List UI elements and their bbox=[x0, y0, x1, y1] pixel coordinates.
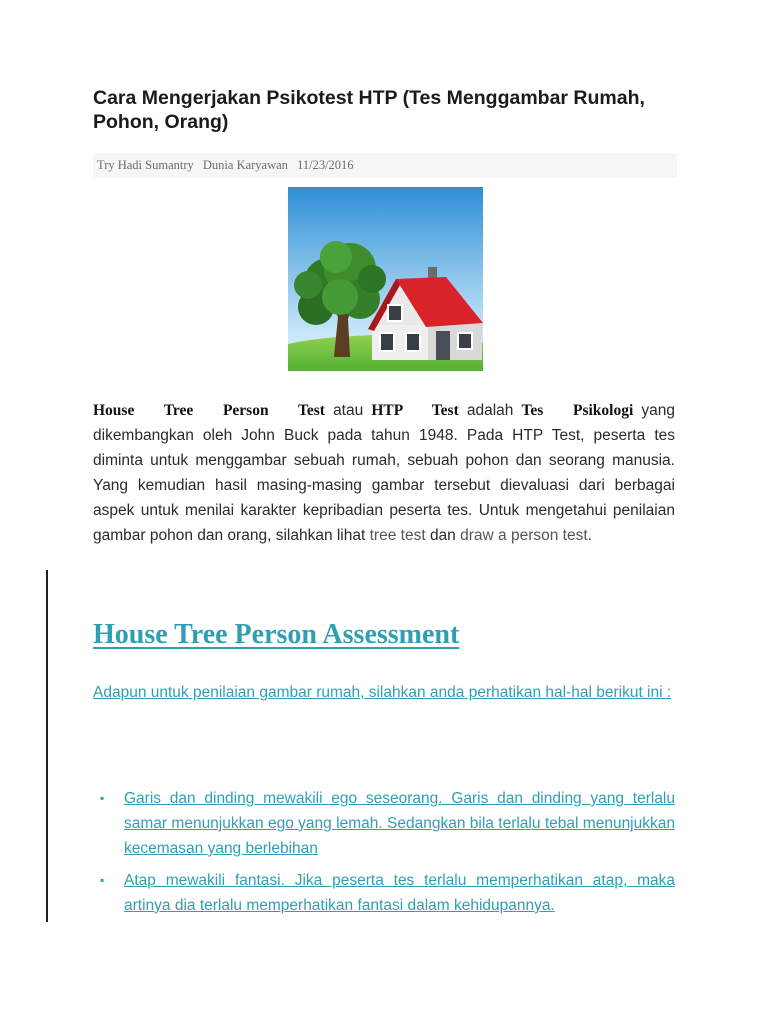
article-title: Cara Mengerjakan Psikotest HTP (Tes Menggambar Rumah, Pohon, Orang) bbox=[93, 87, 645, 133]
bullet-icon: ▪ bbox=[100, 873, 105, 887]
bullet-icon: ▪ bbox=[100, 791, 105, 805]
intro-paragraph bbox=[93, 398, 675, 548]
tree-test-link[interactable]: tree test bbox=[369, 527, 426, 544]
assessment-list bbox=[93, 786, 675, 925]
list-item[interactable] bbox=[93, 786, 675, 861]
house-tree-illustration bbox=[288, 187, 483, 371]
text-adalah: adalah bbox=[466, 402, 514, 419]
text-atau: atau bbox=[333, 402, 364, 419]
paragraph-end: . bbox=[587, 527, 592, 544]
article-meta bbox=[93, 153, 677, 178]
post-date: 11/23/2016 bbox=[297, 158, 354, 172]
category-link[interactable]: Dunia Karyawan bbox=[202, 158, 288, 172]
term-psikologi: Tes Psikologi bbox=[521, 402, 634, 419]
left-margin-rule bbox=[46, 570, 48, 922]
term-htp-full: House Tree Person Test bbox=[93, 402, 325, 419]
list-item[interactable] bbox=[93, 868, 675, 918]
list-item-text[interactable]: Atap mewakili fantasi. Jika peserta tes terlalu memperhatikan atap, maka artinya dia terlalu memperhatikan fantasi dalam kehidupannya. bbox=[124, 872, 675, 914]
draw-a-person-test-link[interactable]: draw a person test bbox=[460, 527, 588, 544]
list-item-text[interactable]: Garis dan dinding mewakili ego seseorang. Garis dan dinding yang terlalu samar menunjukkan ego yang lemah. Sedangkan bila terlalu tebal menunjukkan kecemasan yang berlebihan bbox=[124, 790, 675, 857]
section-intro[interactable]: Adapun untuk penilaian gambar rumah, silahkan anda perhatikan hal-hal berikut ini : bbox=[93, 684, 672, 701]
author-link[interactable]: Try Hadi Sumantry bbox=[97, 158, 194, 172]
term-htp-short: HTP Test bbox=[371, 402, 459, 419]
text-dan: dan bbox=[429, 527, 456, 544]
section-heading[interactable]: House Tree Person Assessment bbox=[93, 619, 460, 650]
paragraph-body: yang dikembangkan oleh John Buck pada tahun 1948. Pada HTP Test, peserta tes diminta untuk menggambar sebuah rumah, sebuah pohon dan seorang manusia. Yang kemudian hasil masing-masing gambar tersebut dievaluasi dari berbagai aspek untuk menilai karakter kepribadian peserta tes. Untuk mengetahui penilaian gambar pohon dan orang, silahkan lihat bbox=[93, 402, 676, 544]
